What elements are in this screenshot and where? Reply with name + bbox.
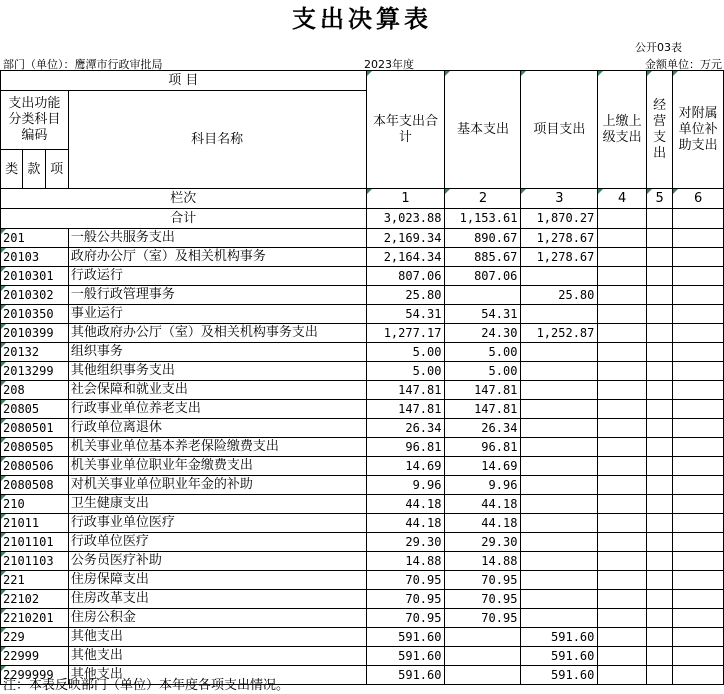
row-col6 xyxy=(673,628,724,647)
row-col6 xyxy=(673,267,724,286)
row-subject-name: 其他支出 xyxy=(68,647,366,666)
row-col5 xyxy=(646,248,672,267)
table-row xyxy=(1,248,724,267)
row-col6 xyxy=(673,609,724,628)
row-subject-name: 住房改革支出 xyxy=(68,590,366,609)
row-project: 1,278.67 xyxy=(521,229,598,248)
row-code: 22102 xyxy=(1,590,69,609)
col-no-6: 6 xyxy=(673,189,724,209)
table-row xyxy=(1,305,724,324)
row-col5 xyxy=(646,438,672,457)
row-col5 xyxy=(646,400,672,419)
col-no-3: 3 xyxy=(521,189,598,209)
row-code: 2080508 xyxy=(1,476,69,495)
total-col6 xyxy=(673,209,724,229)
col-no-2: 2 xyxy=(445,189,521,209)
row-subject-name: 政府办公厅（室）及相关机构事务 xyxy=(68,248,366,267)
table-row xyxy=(1,438,724,457)
row-col6 xyxy=(673,666,724,685)
row-code: 2080506 xyxy=(1,457,69,476)
row-col5 xyxy=(646,267,672,286)
row-project: 591.60 xyxy=(521,628,598,647)
row-total: 25.80 xyxy=(366,286,445,305)
row-total: 54.31 xyxy=(366,305,445,324)
row-col6 xyxy=(673,647,724,666)
subject-name-header: 科目名称 xyxy=(68,91,366,189)
row-total: 2,169.34 xyxy=(366,229,445,248)
row-col4 xyxy=(598,571,647,590)
row-col5 xyxy=(646,666,672,685)
row-code: 2010302 xyxy=(1,286,69,305)
row-col5 xyxy=(646,324,672,343)
row-subject-name: 对机关事业单位职业年金的补助 xyxy=(68,476,366,495)
row-subject-name: 行政事业单位养老支出 xyxy=(68,400,366,419)
table-row xyxy=(1,476,724,495)
row-col6 xyxy=(673,324,724,343)
col-no-4: 4 xyxy=(598,189,647,209)
row-col4 xyxy=(598,666,647,685)
row-project xyxy=(521,514,598,533)
table-row xyxy=(1,628,724,647)
row-col6 xyxy=(673,571,724,590)
row-col5 xyxy=(646,286,672,305)
row-code: 20805 xyxy=(1,400,69,419)
row-col4 xyxy=(598,248,647,267)
row-col6 xyxy=(673,476,724,495)
row-project xyxy=(521,457,598,476)
row-col6 xyxy=(673,514,724,533)
row-project xyxy=(521,362,598,381)
row-col4 xyxy=(598,286,647,305)
row-project xyxy=(521,400,598,419)
unit-label: 金额单位：万元 xyxy=(645,58,722,71)
row-project xyxy=(521,609,598,628)
row-project xyxy=(521,495,598,514)
row-basic: 96.81 xyxy=(445,438,521,457)
row-basic: 54.31 xyxy=(445,305,521,324)
row-total: 1,277.17 xyxy=(366,324,445,343)
table-row xyxy=(1,343,724,362)
row-col6 xyxy=(673,362,724,381)
row-code: 20103 xyxy=(1,248,69,267)
row-project: 591.60 xyxy=(521,647,598,666)
footnote: 注：本表反映部门（单位）本年度各项支出情况。 xyxy=(3,678,290,693)
row-col5 xyxy=(646,457,672,476)
row-subject-name: 其他政府办公厅（室）及相关机构事务支出 xyxy=(68,324,366,343)
row-subject-name: 组织事务 xyxy=(68,343,366,362)
page-title: 支出决算表 xyxy=(292,5,432,33)
row-total: 44.18 xyxy=(366,514,445,533)
total-col4 xyxy=(598,209,647,229)
row-basic: 44.18 xyxy=(445,514,521,533)
table-row xyxy=(1,514,724,533)
total-basic: 1,153.61 xyxy=(445,209,521,229)
expenditure-table xyxy=(0,70,724,685)
row-col6 xyxy=(673,381,724,400)
row-col6 xyxy=(673,457,724,476)
row-basic xyxy=(445,628,521,647)
row-code: 2010399 xyxy=(1,324,69,343)
row-code: 201 xyxy=(1,229,69,248)
row-total: 807.06 xyxy=(366,267,445,286)
row-col6 xyxy=(673,400,724,419)
row-basic: 70.95 xyxy=(445,590,521,609)
row-basic: 70.95 xyxy=(445,609,521,628)
row-col5 xyxy=(646,419,672,438)
row-col4 xyxy=(598,343,647,362)
total-label: 合计 xyxy=(1,209,367,229)
row-col4 xyxy=(598,628,647,647)
row-code: 2299999 xyxy=(1,666,69,685)
row-col6 xyxy=(673,343,724,362)
row-code: 22999 xyxy=(1,647,69,666)
row-code: 2010350 xyxy=(1,305,69,324)
row-col6 xyxy=(673,229,724,248)
table-row xyxy=(1,457,724,476)
row-total: 70.95 xyxy=(366,590,445,609)
row-project xyxy=(521,381,598,400)
row-col4 xyxy=(598,438,647,457)
row-subject-name: 其他组织事务支出 xyxy=(68,362,366,381)
row-project xyxy=(521,590,598,609)
column-no-label: 栏次 xyxy=(1,189,367,209)
row-col6 xyxy=(673,552,724,571)
row-total: 29.30 xyxy=(366,533,445,552)
row-code: 2210201 xyxy=(1,609,69,628)
row-total: 147.81 xyxy=(366,400,445,419)
row-subject-name: 其他支出 xyxy=(68,628,366,647)
col5-header: 经营支出 xyxy=(646,71,672,189)
row-basic: 807.06 xyxy=(445,267,521,286)
row-code: 208 xyxy=(1,381,69,400)
row-col6 xyxy=(673,305,724,324)
row-basic: 9.96 xyxy=(445,476,521,495)
total-col5 xyxy=(646,209,672,229)
row-col4 xyxy=(598,552,647,571)
row-project xyxy=(521,438,598,457)
row-basic: 5.00 xyxy=(445,362,521,381)
row-subject-name: 一般公共服务支出 xyxy=(68,229,366,248)
row-col4 xyxy=(598,324,647,343)
row-subject-name: 卫生健康支出 xyxy=(68,495,366,514)
row-subject-name: 住房保障支出 xyxy=(68,571,366,590)
row-total: 591.60 xyxy=(366,666,445,685)
table-row xyxy=(1,324,724,343)
col-no-5: 5 xyxy=(646,189,672,209)
table-row xyxy=(1,571,724,590)
row-project xyxy=(521,419,598,438)
row-project xyxy=(521,533,598,552)
row-total: 5.00 xyxy=(366,362,445,381)
row-col5 xyxy=(646,514,672,533)
row-basic: 44.18 xyxy=(445,495,521,514)
row-subject-name: 机关事业单位职业年金缴费支出 xyxy=(68,457,366,476)
year-label: 2023年度 xyxy=(364,58,414,71)
row-project xyxy=(521,552,598,571)
xiang-header: 项 xyxy=(45,150,68,189)
row-basic: 14.69 xyxy=(445,457,521,476)
row-col4 xyxy=(598,609,647,628)
row-code: 2010301 xyxy=(1,267,69,286)
row-col6 xyxy=(673,419,724,438)
row-subject-name: 机关事业单位基本养老保险缴费支出 xyxy=(68,438,366,457)
row-basic: 26.34 xyxy=(445,419,521,438)
row-basic: 147.81 xyxy=(445,400,521,419)
table-row xyxy=(1,381,724,400)
table-row xyxy=(1,647,724,666)
row-col6 xyxy=(673,438,724,457)
row-code: 221 xyxy=(1,571,69,590)
row-subject-name: 行政单位医疗 xyxy=(68,533,366,552)
row-total: 26.34 xyxy=(366,419,445,438)
row-subject-name: 其他支出 xyxy=(68,666,366,685)
row-col5 xyxy=(646,476,672,495)
row-code: 229 xyxy=(1,628,69,647)
row-total: 96.81 xyxy=(366,438,445,457)
row-basic: 14.88 xyxy=(445,552,521,571)
row-code: 2101101 xyxy=(1,533,69,552)
row-code: 2080505 xyxy=(1,438,69,457)
row-col5 xyxy=(646,571,672,590)
row-col5 xyxy=(646,590,672,609)
row-basic xyxy=(445,647,521,666)
row-col4 xyxy=(598,381,647,400)
row-total: 591.60 xyxy=(366,647,445,666)
row-project xyxy=(521,476,598,495)
row-code: 2013299 xyxy=(1,362,69,381)
row-col4 xyxy=(598,229,647,248)
row-col6 xyxy=(673,590,724,609)
total-project: 1,870.27 xyxy=(521,209,598,229)
row-col5 xyxy=(646,495,672,514)
row-col5 xyxy=(646,647,672,666)
row-project xyxy=(521,343,598,362)
row-col4 xyxy=(598,419,647,438)
table-row xyxy=(1,495,724,514)
row-project: 25.80 xyxy=(521,286,598,305)
row-code: 2101103 xyxy=(1,552,69,571)
row-total: 2,164.34 xyxy=(366,248,445,267)
row-col4 xyxy=(598,305,647,324)
row-code: 2080501 xyxy=(1,419,69,438)
row-col6 xyxy=(673,495,724,514)
row-col5 xyxy=(646,362,672,381)
row-col5 xyxy=(646,381,672,400)
total-amount: 3,023.88 xyxy=(366,209,445,229)
col6-header: 对附属单位补助支出 xyxy=(673,71,724,189)
row-total: 14.88 xyxy=(366,552,445,571)
row-col4 xyxy=(598,400,647,419)
col1-header: 本年支出合计 xyxy=(366,71,445,189)
row-subject-name: 公务员医疗补助 xyxy=(68,552,366,571)
row-col4 xyxy=(598,267,647,286)
col-no-1: 1 xyxy=(366,189,445,209)
row-col5 xyxy=(646,305,672,324)
item-header: 项 目 xyxy=(1,71,367,91)
row-code: 21011 xyxy=(1,514,69,533)
row-project xyxy=(521,305,598,324)
row-subject-name: 住房公积金 xyxy=(68,609,366,628)
row-total: 70.95 xyxy=(366,609,445,628)
table-row xyxy=(1,229,724,248)
row-total: 70.95 xyxy=(366,571,445,590)
row-basic: 147.81 xyxy=(445,381,521,400)
row-total: 5.00 xyxy=(366,343,445,362)
table-row xyxy=(1,609,724,628)
row-col5 xyxy=(646,552,672,571)
row-col5 xyxy=(646,628,672,647)
row-col5 xyxy=(646,229,672,248)
row-col5 xyxy=(646,533,672,552)
row-col4 xyxy=(598,362,647,381)
row-col4 xyxy=(598,590,647,609)
row-project: 1,252.87 xyxy=(521,324,598,343)
col3-header: 项目支出 xyxy=(521,71,598,189)
table-row xyxy=(1,552,724,571)
row-col4 xyxy=(598,495,647,514)
row-basic: 29.30 xyxy=(445,533,521,552)
table-row xyxy=(1,400,724,419)
row-code: 20132 xyxy=(1,343,69,362)
row-col6 xyxy=(673,533,724,552)
kuan-header: 款 xyxy=(23,150,45,189)
row-col4 xyxy=(598,647,647,666)
row-subject-name: 行政单位离退休 xyxy=(68,419,366,438)
row-subject-name: 行政事业单位医疗 xyxy=(68,514,366,533)
row-total: 147.81 xyxy=(366,381,445,400)
row-col5 xyxy=(646,343,672,362)
row-project: 591.60 xyxy=(521,666,598,685)
table-row xyxy=(1,362,724,381)
table-row xyxy=(1,533,724,552)
row-total: 14.69 xyxy=(366,457,445,476)
row-basic xyxy=(445,666,521,685)
row-project xyxy=(521,267,598,286)
row-basic: 885.67 xyxy=(445,248,521,267)
row-total: 44.18 xyxy=(366,495,445,514)
row-col4 xyxy=(598,533,647,552)
row-basic: 70.95 xyxy=(445,571,521,590)
row-project xyxy=(521,571,598,590)
row-code: 210 xyxy=(1,495,69,514)
row-col6 xyxy=(673,248,724,267)
row-total: 9.96 xyxy=(366,476,445,495)
department-label: 部门（单位）：鹰潭市行政审批局 xyxy=(3,58,163,71)
row-col5 xyxy=(646,609,672,628)
row-subject-name: 一般行政管理事务 xyxy=(68,286,366,305)
table-row xyxy=(1,267,724,286)
row-subject-name: 行政运行 xyxy=(68,267,366,286)
table-row xyxy=(1,419,724,438)
col4-header: 上缴上级支出 xyxy=(598,71,647,189)
row-basic: 24.30 xyxy=(445,324,521,343)
row-subject-name: 社会保障和就业支出 xyxy=(68,381,366,400)
row-col4 xyxy=(598,457,647,476)
row-col4 xyxy=(598,514,647,533)
lei-header: 类 xyxy=(1,150,23,189)
form-number: 公开03表 xyxy=(635,41,682,54)
row-basic xyxy=(445,286,521,305)
table-row xyxy=(1,286,724,305)
row-total: 591.60 xyxy=(366,628,445,647)
row-basic: 5.00 xyxy=(445,343,521,362)
row-project: 1,278.67 xyxy=(521,248,598,267)
func-code-header: 支出功能分类科目编码 xyxy=(1,91,69,150)
row-col4 xyxy=(598,476,647,495)
table-row xyxy=(1,590,724,609)
row-subject-name: 事业运行 xyxy=(68,305,366,324)
col2-header: 基本支出 xyxy=(445,71,521,189)
row-basic: 890.67 xyxy=(445,229,521,248)
row-col6 xyxy=(673,286,724,305)
